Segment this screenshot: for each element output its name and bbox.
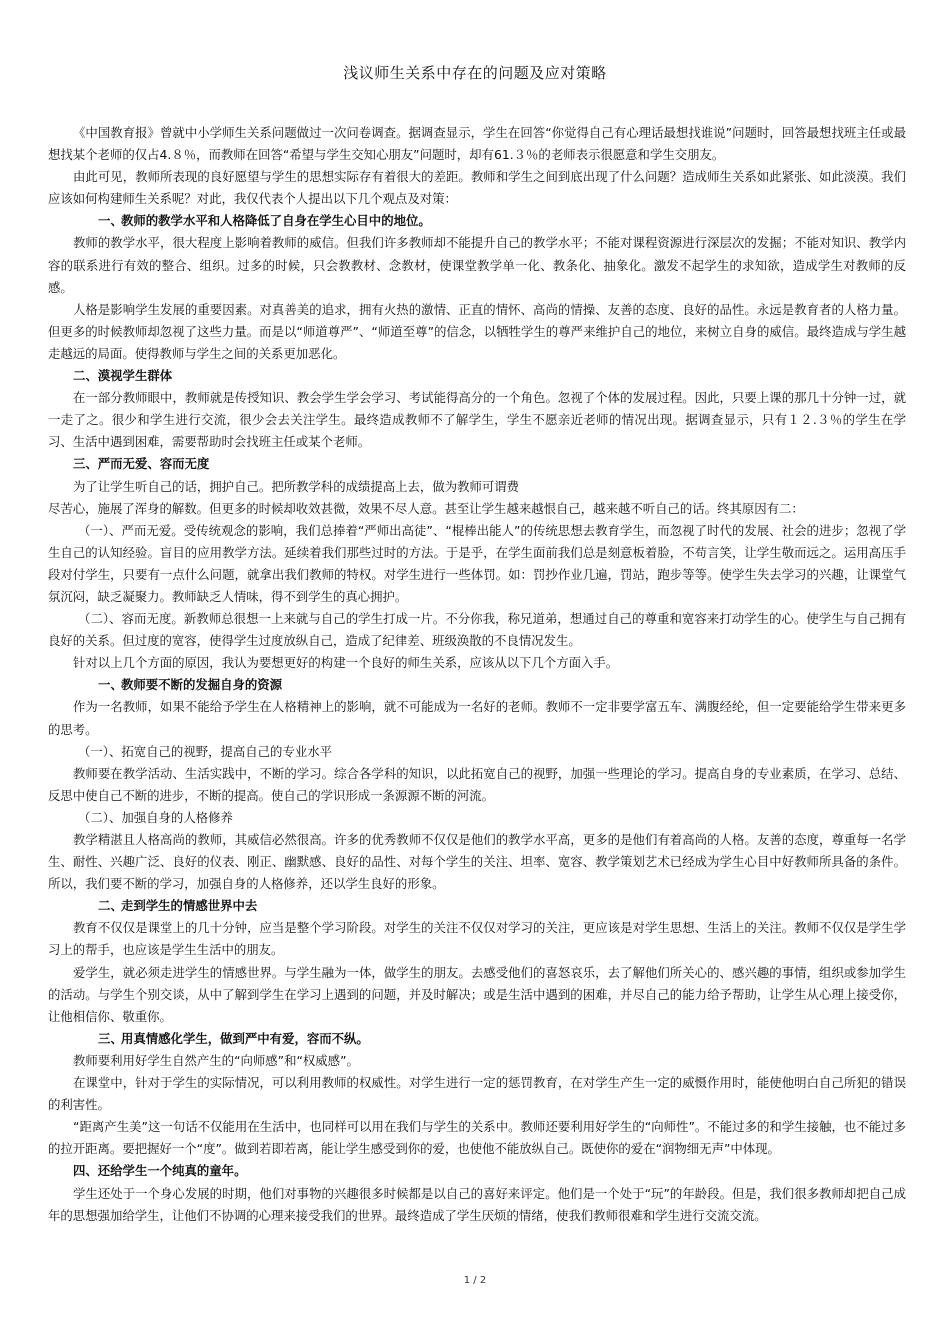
section-heading-text: 四、还给学生一个纯真的童年。 xyxy=(73,1163,247,1179)
section-heading xyxy=(48,210,906,232)
body-paragraph: 《中国教育报》曾就中小学师生关系问题做过一次问卷调查。据调查显示，学生在回答“你觉得自己有心理话最想找谁说”问题时，回答最想找班主任或最想找某个老师的仅占4.８％，而教师在回答“希望与学生交知心朋友”问题时，却有61.３％的老师表示很愿意和学生交朋友。 xyxy=(48,125,906,163)
body-paragraph: 作为一名教师，如果不能给予学生在人格精神上的影响，就不可能成为一名好的老师。教师不一定非要学富五车、满腹经纶，但一定要能给学生带来更多的思考。 xyxy=(48,699,906,737)
body-paragraph: 为了让学生听自己的话，拥护自己。把所教学科的成绩提高上去，做为教师可谓费 xyxy=(73,478,520,494)
section-heading xyxy=(48,674,906,696)
document-body xyxy=(48,122,906,1227)
body-paragraph: （一）、拓宽自己的视野，提高自己的专业水平 xyxy=(78,743,333,759)
body-paragraph: 教育不仅仅是课堂上的几十分钟，应当是整个学习阶段。对学生的关注不仅仅对学习的关注，更应该是对学生思想、生活上的关注。教师不仅仅是学生学习上的帮手，也应该是学生生活中的朋友。 xyxy=(48,920,906,958)
section-heading-text: 教师要不断的发掘自身的资源 xyxy=(121,677,283,693)
body-paragraph: 教学精湛且人格高尚的教师，其威信必然很高。许多的优秀教师不仅仅是他们的教学水平高，更多的是他们有着高尚的人格。友善的态度，尊重每一名学生、耐性、兴趣广泛、良好的仪表、刚正、幽默感、良好的品性、对每个学生的关注、坦率、宽容、教学策划艺术已经成为学生心目中好教师所具备的条件。所以，我们要不断的学习，加强自身的人格修养，还以学生良好的形象。 xyxy=(48,832,906,892)
body-paragraph: 尽苦心，施展了浑身的解数。但更多的时候却收效甚微，效果不尽人意。甚至让学生越来越恨自己，越来越不听自己的话。终其原因有二： xyxy=(48,500,804,516)
page-title: 浅议师生关系中存在的问题及应对策略 xyxy=(343,64,607,82)
section-heading xyxy=(48,895,906,917)
body-paragraph: 针对以上几个方面的原因，我认为要想更好的构建一个良好的师生关系，应该从以下几个方面入手。 xyxy=(73,655,619,671)
section-heading-text: 二、漠视学生群体 xyxy=(73,368,173,384)
body-paragraph: （一）、严而无爱。受传统观念的影响，我们总捧着“严师出高徒”、“棍棒出能人”的传统思想去教育学生，而忽视了时代的发展、社会的进步；忽视了学生自己的认知经验。盲目的应用教学方法。延续着我们那些过时的方法。于是乎，在学生面前我们总是刻意板着脸，不苟言笑，让学生敬而远之。运用高压手段对付学生，只要有一点什么问题，就拿出我们教师的特权。对学生进行一些体罚。如：罚抄作业几遍，罚站，跑步等等。使学生失去学习的兴趣，让课堂气氛沉闷，缺乏凝聚力。教师缺乏人情味，得不到学生的真心拥护。 xyxy=(48,522,906,604)
section-heading xyxy=(48,1160,906,1182)
body-paragraph: 教师的教学水平，很大程度上影响着教师的威信。但我们许多教师却不能提升自己的教学水平；不能对课程资源进行深层次的发掘；不能对知识、教学内容的联系进行有效的整合、组织。过多的时候，只会教教材、念教材，使课堂教学单一化、教条化、抽象化。激发不起学生的求知欲，造成学生对教师的反感。 xyxy=(48,235,906,295)
section-number: 二、 xyxy=(98,898,123,914)
page-number: 1 / 2 xyxy=(463,1275,487,1286)
section-heading-text: 教师的教学水平和人格降低了自身在学生心目中的地位。 xyxy=(121,213,431,229)
section-heading xyxy=(48,1028,906,1050)
body-paragraph: 由此可见，教师所表现的良好愿望与学生的思想实际存有着很大的差距。教师和学生之间到底出现了什么问题？造成师生关系如此紧张、如此淡漠。我们应该如何构建师生关系呢？对此，我仅代表个人提出以下几个观点及对策： xyxy=(48,169,906,207)
section-heading-text: 用真情感化学生，做到严中有爱，容而不纵。 xyxy=(121,1030,369,1046)
section-heading xyxy=(48,365,906,387)
section-number: 三、 xyxy=(98,1030,123,1046)
section-number: 一、 xyxy=(98,677,123,693)
section-heading-text: 走到学生的情感世界中去 xyxy=(121,898,258,914)
section-heading-text: 三、严而无爱、容而无度 xyxy=(73,456,210,472)
body-paragraph: （二）、加强自身的人格修养 xyxy=(78,809,233,825)
body-paragraph: 在课堂中，针对于学生的实际情况，可以利用教师的权威性。对学生进行一定的惩罚教育，在对学生产生一定的威慑作用时，能使他明白自己所犯的错误的利害性。 xyxy=(48,1075,906,1113)
body-paragraph: 学生还处于一个身心发展的时期，他们对事物的兴趣很多时候都是以自己的喜好来评定。他们是一个处于“玩”的年龄段。但是，我们很多教师却把自己成年的思想强加给学生，让他们不协调的心理来接受我们的世界。最终造成了学生厌烦的情绪，使我们教师很难和学生进行交流交流。 xyxy=(48,1185,906,1223)
body-paragraph: “距离产生美”这一句话不仅能用在生活中，也同样可以用在我们与学生的关系中。教师还要利用好学生的“向师性”。不能过多的和学生接触，也不能过多的拉开距离。要把握好一个“度”。做到若即若离，能让学生感受到你的爱，也使他不能放纵自己。既使你的爱在“润物细无声”中体现。 xyxy=(48,1119,906,1157)
body-paragraph: 人格是影响学生发展的重要因素。对真善美的追求，拥有火热的激情、正直的情怀、高尚的情操、友善的态度、良好的品性。永远是教育者的人格力量。但更多的时候教师却忽视了这些力量。而是以“师道尊严”、“师道至尊”的信念，以牺牲学生的尊严来维护自己的地位，来树立自身的威信。最终造成与学生越走越远的局面。使得教师与学生之间的关系更加恶化。 xyxy=(48,301,906,361)
body-paragraph: 教师要在教学活动、生活实践中，不断的学习。综合各学科的知识，以此拓宽自己的视野，加强一些理论的学习。提高自身的专业素质，在学习、总结、反思中使自己不断的进步，不断的提高。使自己的学识形成一条源源不断的河流。 xyxy=(48,765,906,803)
section-heading xyxy=(48,453,906,475)
section-number: 一、 xyxy=(98,213,123,229)
body-paragraph: 爱学生，就必须走进学生的情感世界。与学生融为一体，做学生的朋友。去感受他们的喜怒哀乐，去了解他们所关心的、感兴趣的事情，组织或参加学生的活动。与学生个别交谈，从中了解到学生在学习上遇到的问题，并及时解决；或是生活中遇到的困难，并尽自己的能力给予帮助，让学生从心理上接受你，让他相信你、敬重你。 xyxy=(48,964,906,1024)
body-paragraph: 教师要利用好学生自然产生的“向师感”和“权威感”。 xyxy=(73,1052,359,1068)
body-paragraph: （二）、容而无度。新教师总很想一上来就与自己的学生打成一片。不分你我，称兄道弟，想通过自己的尊重和宽容来打动学生的心。使学生与自己拥有良好的关系。但过度的宽容，使得学生过度放纵自己，造成了纪律差、班级涣散的不良情况发生。 xyxy=(48,611,906,649)
body-paragraph: 在一部分教师眼中，教师就是传授知识、教会学生学会学习、考试能得高分的一个角色。忽视了个体的发展过程。因此，只要上课的那几十分钟一过，就一走了之。很少和学生进行交流，很少会去关注学生。最终造成教师不了解学生，学生不愿亲近老师的情况出现。据调查显示，只有１２.３％的学生在学习、生活中遇到困难，需要帮助时会找班主任或某个老师。 xyxy=(48,390,906,450)
